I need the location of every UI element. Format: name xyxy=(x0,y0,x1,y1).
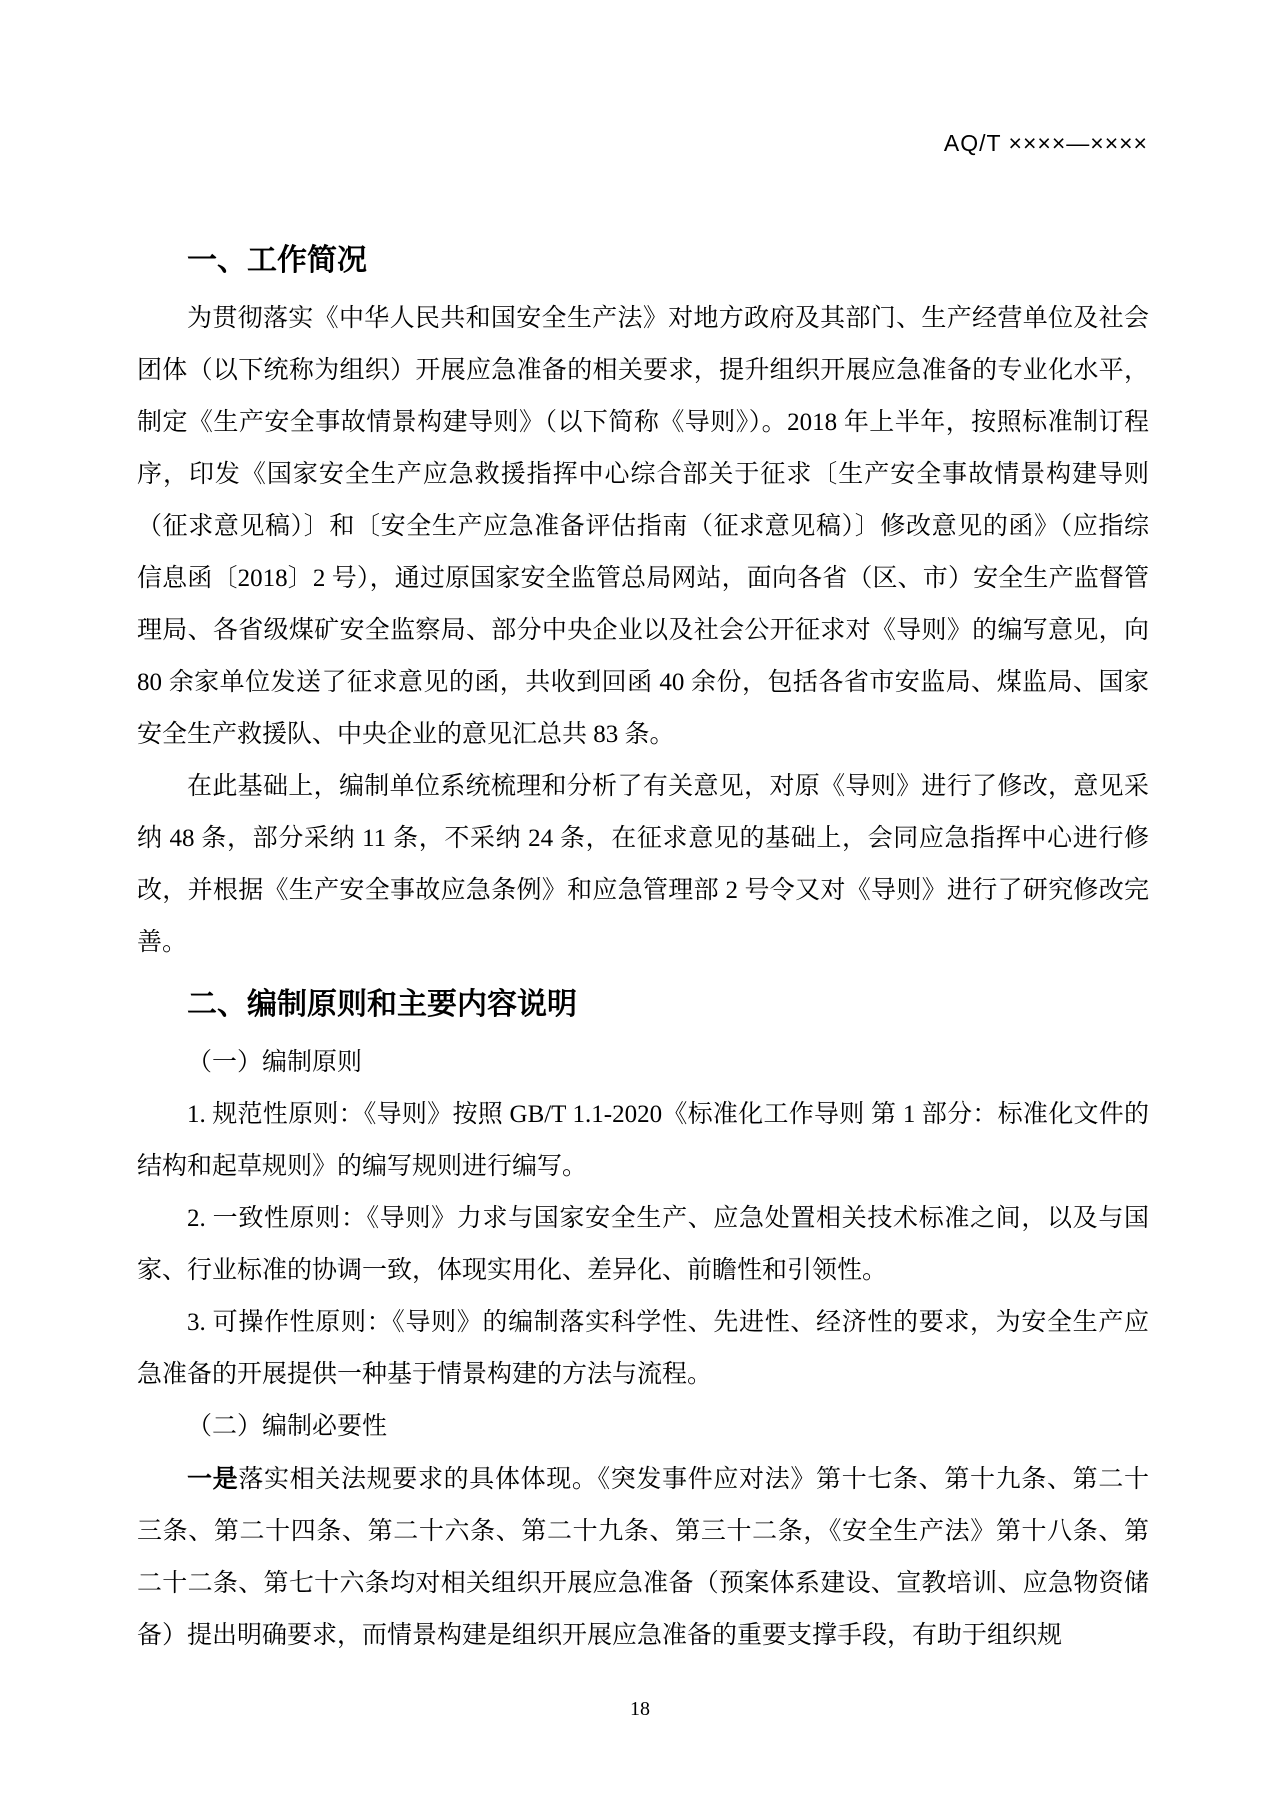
principle-item-2: 2. 一致性原则：《导则》力求与国家安全生产、应急处置相关技术标准之间，以及与国家、行业标准的协调一致，体现实用化、差异化、前瞻性和引领性。 xyxy=(137,1205,1149,1284)
page-number: 18 xyxy=(630,1698,650,1720)
subsection2-heading: （二）编制必要性 xyxy=(187,1413,388,1440)
section1-heading: 一、工作简况 xyxy=(187,244,367,277)
principle-item-3: 3. 可操作性原则：《导则》的编制落实科学性、先进性、经济性的要求，为安全生产应急准备的开展提供一种基于情景构建的方法与流程。 xyxy=(137,1309,1149,1388)
necessity-paragraph-lead: 一是 xyxy=(187,1465,239,1493)
section2-heading: 二、编制原则和主要内容说明 xyxy=(187,988,577,1021)
document-content xyxy=(137,225,1149,1662)
necessity-paragraph-text: 落实相关法规要求的具体体现。《突发事件应对法》第十七条、第十九条、第二十三条、第二十四条、第二十六条、第二十九条、第三十二条，《安全生产法》第十八条、第二十二条、第七十六条均对相关组织开展应急准备（预案体系建设、宣教培训、应急物资储备）提出明确要求，而情景构建是组织开展应急准备的重要支撑手段，有助于组织规 xyxy=(137,1466,1149,1649)
principle-item-1: 1. 规范性原则：《导则》按照 GB/T 1.1-2020《标准化工作导则 第 1 部分：标准化文件的结构和起草规则》的编写规则进行编写。 xyxy=(137,1101,1149,1180)
subsection1-heading: （一）编制原则 xyxy=(187,1049,363,1076)
necessity-paragraph xyxy=(137,1453,1149,1662)
section1-paragraph-1: 为贯彻落实《中华人民共和国安全生产法》对地方政府及其部门、生产经营单位及社会团体（以下统称为组织）开展应急准备的相关要求，提升组织开展应急准备的专业化水平，制定《生产安全事故情景构建导则》（以下简称《导则》）。2018 年上半年，按照标准制订程序，印发《国家安全生产应急救援指挥中心综合部关于征求〔生产安全事故情景构建导则（征求意见稿）〕和〔安全生产应急准备评估指南（征求意见稿）〕修改意见的函》（应指综信息函〔2018〕2 号），通过原国家安全监管总局网站，面向各省（区、市）安全生产监督管理局、各省级煤矿安全监察局、部分中央企业以及社会公开征求对《导则》的编写意见，向 80 余家单位发送了征求意见的函，共收到回函 40 余份，包括各省市安监局、煤监局、国家安全生产救援队、中央企业的意见汇总共 83 条。 xyxy=(137,305,1149,748)
doc-number: AQ/T ××××—×××× xyxy=(943,130,1148,156)
section1-paragraph-2: 在此基础上，编制单位系统梳理和分析了有关意见，对原《导则》进行了修改，意见采纳 48 条，部分采纳 11 条，不采纳 24 条，在征求意见的基础上，会同应急指挥中心进行修改，并根据《生产安全事故应急条例》和应急管理部 2 号令又对《导则》进行了研究修改完善。 xyxy=(137,773,1149,956)
